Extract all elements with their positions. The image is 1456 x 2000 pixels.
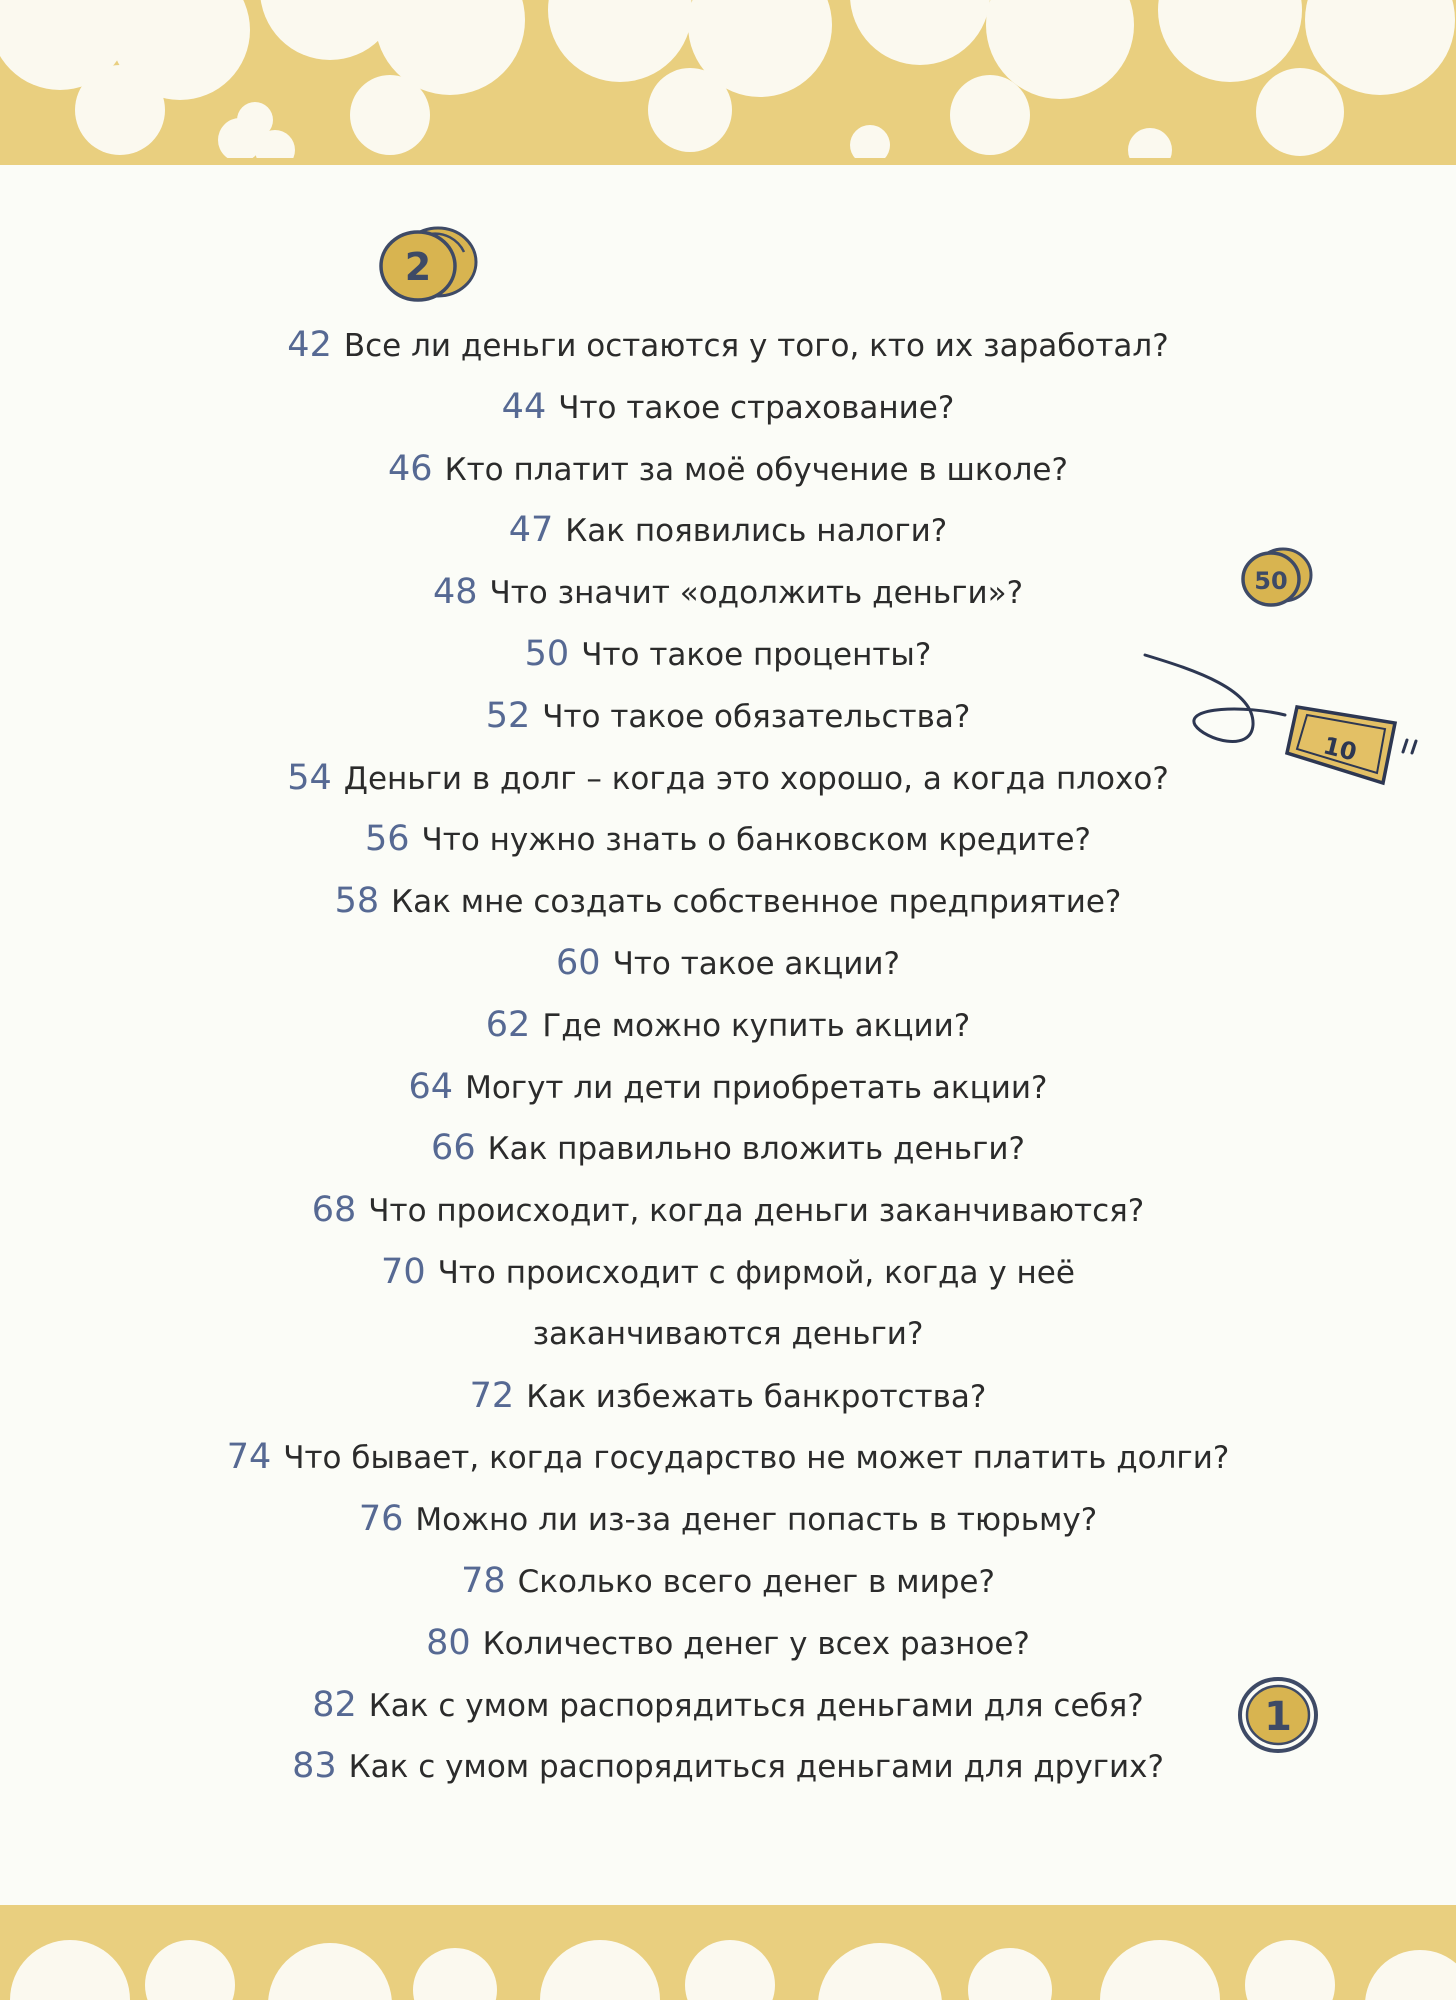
svg-text:10: 10 — [1320, 731, 1360, 767]
toc-page-number: 46 — [388, 448, 433, 489]
toc-item — [0, 686, 1456, 748]
toc-title: Что такое акции? — [612, 945, 900, 982]
toc-item — [0, 1427, 1456, 1489]
toc-title: Могут ли дети приобретать акции? — [465, 1069, 1048, 1106]
toc-page-number: 50 — [524, 633, 570, 674]
toc-page-number: 54 — [287, 757, 332, 798]
toc-item — [0, 995, 1456, 1057]
toc-page-number: 56 — [364, 819, 410, 860]
toc-title: Как мне создать собственное предприятие? — [391, 884, 1122, 921]
toc-title: Количество денег у всех разное? — [482, 1625, 1030, 1662]
toc-page-number: 70 — [381, 1251, 426, 1292]
toc-page-number: 60 — [556, 942, 601, 983]
toc-page-number: 42 — [287, 325, 332, 365]
toc-title: Сколько всего денег в мире? — [517, 1563, 995, 1600]
bottom-flower-band — [0, 1905, 1456, 2000]
toc-item — [0, 1736, 1456, 1798]
toc-title: Что происходит с фирмой, когда у неё — [437, 1254, 1075, 1291]
toc-title: Как с умом распорядиться деньгами для других? — [348, 1749, 1164, 1786]
toc-title: Что бывает, когда государство не может платить долги? — [283, 1440, 1230, 1477]
toc-page-number: 83 — [292, 1746, 337, 1787]
flower-pattern-icon — [0, 1905, 1456, 2000]
toc-item — [0, 1489, 1456, 1551]
toc-title: Что такое обязательства? — [542, 698, 971, 735]
toc-item — [0, 1057, 1456, 1119]
toc-page-number: 64 — [408, 1066, 454, 1107]
toc-title: Что такое проценты? — [581, 636, 932, 673]
toc-item — [0, 871, 1456, 933]
toc-title: Где можно купить акции? — [542, 1007, 971, 1044]
toc-item — [0, 809, 1456, 871]
toc-title: Все ли деньги остаются у того, кто их заработал? — [343, 328, 1169, 364]
toc-page-number: 78 — [461, 1560, 506, 1601]
toc-page-number: 82 — [312, 1684, 357, 1725]
toc-page-number: 66 — [431, 1128, 476, 1169]
toc-item — [0, 1675, 1456, 1737]
toc-item — [0, 748, 1456, 810]
toc-item — [0, 624, 1456, 686]
toc-item — [0, 500, 1456, 562]
toc-title-continuation: заканчиваются деньги? — [532, 1315, 924, 1352]
toc-item — [0, 1551, 1456, 1613]
flower-pattern-icon — [0, 0, 1456, 165]
svg-text:2: 2 — [404, 245, 432, 289]
toc-page-number: 58 — [334, 881, 380, 922]
toc-page-number: 52 — [485, 695, 531, 736]
toc-page-number: 48 — [432, 572, 478, 613]
toc-title: Кто платит за моё обучение в школе? — [444, 451, 1068, 488]
toc-item — [0, 1118, 1456, 1180]
toc-item — [0, 933, 1456, 995]
toc-item — [0, 1613, 1456, 1675]
toc-page-number: 72 — [469, 1375, 515, 1416]
toc-item — [0, 439, 1456, 501]
table-of-contents — [0, 315, 1456, 1798]
toc-page-number: 80 — [426, 1622, 471, 1663]
toc-page-number: 44 — [501, 386, 547, 427]
toc-item — [0, 1366, 1456, 1428]
toc-title: Деньги в долг – когда это хорошо, а когда плохо? — [343, 760, 1169, 797]
toc-item — [0, 1180, 1456, 1242]
toc-item-continuation — [0, 1304, 1456, 1366]
toc-page-number: 76 — [358, 1499, 404, 1540]
toc-title: Как появились налоги? — [565, 513, 948, 550]
svg-text:50: 50 — [1254, 567, 1288, 595]
toc-title: Как правильно вложить деньги? — [487, 1131, 1025, 1168]
toc-title: Что такое страхование? — [558, 389, 955, 426]
toc-title: Можно ли из-за денег попасть в тюрьму? — [415, 1502, 1098, 1539]
toc-item — [0, 1242, 1456, 1304]
toc-item — [0, 377, 1456, 439]
toc-page-number: 62 — [485, 1004, 531, 1045]
toc-title: Как избежать банкротства? — [526, 1378, 987, 1415]
top-flower-band — [0, 0, 1456, 165]
toc-page-number: 74 — [226, 1437, 272, 1478]
toc-title: Что значит «одолжить деньги»? — [489, 575, 1024, 612]
toc-item — [0, 315, 1456, 377]
toc-title: Как с умом распорядиться деньгами для себя? — [368, 1687, 1144, 1724]
toc-title: Что происходит, когда деньги заканчиваются? — [368, 1193, 1145, 1230]
toc-title: Что нужно знать о банковском кредите? — [421, 822, 1091, 859]
toc-page-number: 68 — [311, 1190, 357, 1231]
coin-2-icon — [378, 222, 484, 306]
toc-page-number: 47 — [508, 510, 554, 551]
toc-item — [0, 562, 1456, 624]
svg-text:1: 1 — [1264, 1694, 1292, 1740]
